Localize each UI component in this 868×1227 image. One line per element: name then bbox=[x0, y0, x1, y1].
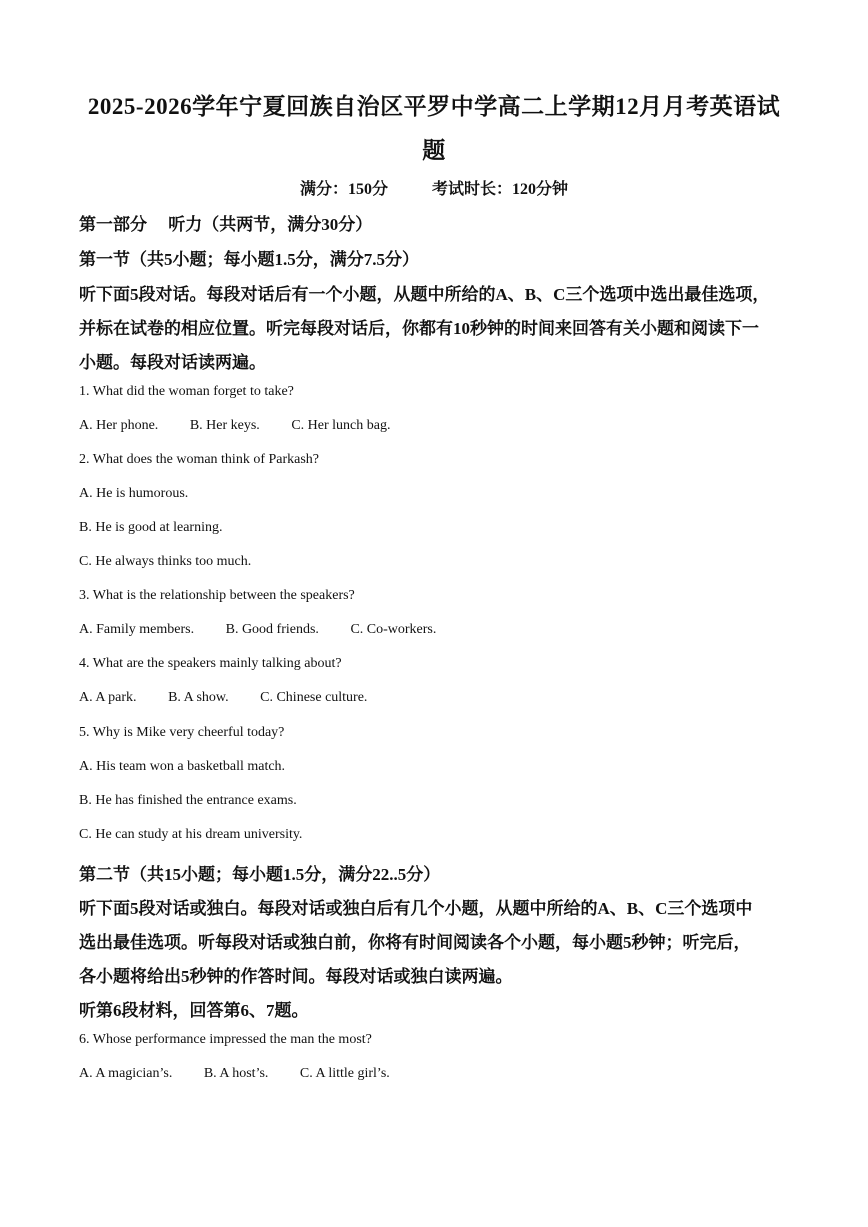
option: C. Chinese culture. bbox=[260, 690, 368, 705]
option: C. A little girl’s. bbox=[299, 1066, 390, 1081]
section2-instruction-line: 选出最佳选项。听每段对话或独白前，你将有时间阅读各个小题，每小题5秒钟；听完后， bbox=[79, 933, 751, 952]
option: A. A park. bbox=[79, 690, 137, 705]
section1-instruction-line: 并标在试卷的相应位置。听完每段对话后，你都有10秒钟的时间来回答有关小题和阅读下一 bbox=[79, 319, 759, 338]
option: B. Her keys. bbox=[189, 418, 260, 433]
question-options bbox=[79, 1066, 390, 1082]
question-stem: 2. What does the woman think of Parkash? bbox=[79, 452, 320, 467]
question-stem: 5. Why is Mike very cheerful today? bbox=[79, 725, 285, 740]
option: C. He always thinks too much. bbox=[79, 554, 252, 569]
exam-title-line1: 2025-2026学年宁夏回族自治区平罗中学高二上学期12月月考英语试 bbox=[87, 94, 781, 119]
option: C. Her lunch bag. bbox=[291, 418, 391, 433]
question-stem: 1. What did the woman forget to take? bbox=[79, 384, 294, 399]
section1-heading: 第一节（共5小题；每小题1.5分，满分7.5分） bbox=[79, 250, 419, 269]
question-stem: 4. What are the speakers mainly talking about? bbox=[79, 656, 342, 671]
exam-duration: 考试时长：120分钟 bbox=[432, 181, 569, 198]
option: A. He is humorous. bbox=[79, 486, 189, 501]
option: B. Good friends. bbox=[225, 622, 319, 637]
question-options bbox=[79, 418, 390, 434]
option: A. A magician’s. bbox=[79, 1066, 173, 1081]
option: C. He can study at his dream university. bbox=[79, 827, 303, 842]
material-heading: 听第6段材料，回答第6、7题。 bbox=[79, 1001, 309, 1020]
question-options bbox=[79, 690, 367, 706]
question-options bbox=[79, 622, 436, 638]
option: A. Her phone. bbox=[79, 418, 159, 433]
question-stem: 3. What is the relationship between the speakers? bbox=[79, 588, 355, 603]
part1-heading: 第一部分 听力（共两节，满分30分） bbox=[79, 215, 373, 234]
option: A. His team won a basketball match. bbox=[79, 759, 286, 774]
question-stem: 6. Whose performance impressed the man the most? bbox=[79, 1032, 372, 1047]
option: B. He is good at learning. bbox=[79, 520, 223, 535]
option: A. Family members. bbox=[79, 622, 195, 637]
section1-instruction-line: 小题。每段对话读两遍。 bbox=[79, 353, 266, 372]
option: B. A host’s. bbox=[203, 1066, 269, 1081]
option: B. A show. bbox=[168, 690, 229, 705]
full-score: 满分：150分 bbox=[299, 181, 388, 198]
option: B. He has finished the entrance exams. bbox=[79, 793, 297, 808]
exam-meta bbox=[0, 176, 868, 199]
section2-heading: 第二节（共15小题；每小题1.5分，满分22..5分） bbox=[79, 865, 441, 884]
exam-title-line2: 题 bbox=[422, 138, 446, 163]
section2-instruction-line: 听下面5段对话或独白。每段对话或独白后有几个小题，从题中所给的A、B、C三个选项中 bbox=[79, 899, 753, 918]
section1-instruction-line: 听下面5段对话。每段对话后有一个小题，从题中所给的A、B、C三个选项中选出最佳选项， bbox=[79, 285, 770, 304]
option: C. Co-workers. bbox=[350, 622, 437, 637]
section2-instruction-line: 各小题将给出5秒钟的作答时间。每段对话或独白读两遍。 bbox=[79, 967, 513, 986]
